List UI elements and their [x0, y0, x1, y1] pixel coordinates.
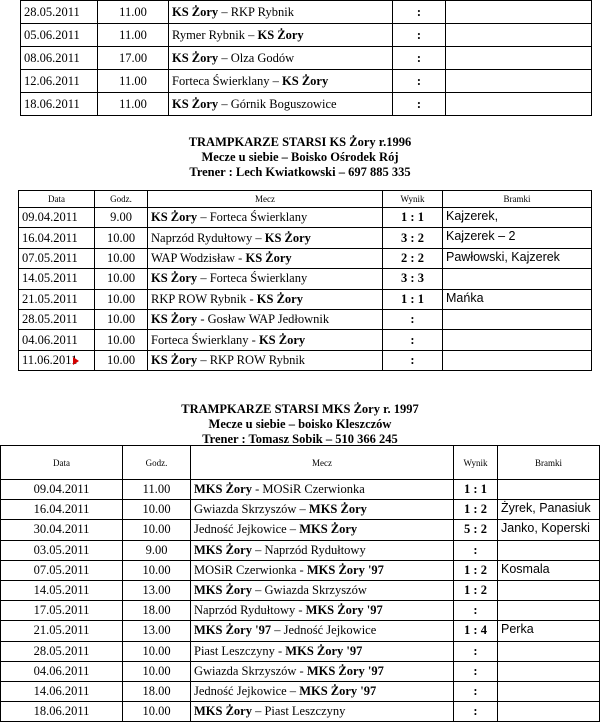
time-cell: 10.00 [95, 269, 148, 289]
scorers-cell [498, 661, 600, 681]
score-cell: 1 : 1 [383, 289, 443, 309]
time-cell: 9.00 [123, 540, 191, 560]
red-marker-icon [73, 357, 79, 365]
time-cell: 10.00 [123, 520, 191, 540]
home-team-name: KS Żory [264, 230, 311, 245]
time-cell: 10.00 [123, 560, 191, 580]
match-cell [191, 681, 454, 701]
schedule-table-3 [0, 445, 600, 722]
match-text: WAP Wodzisław - [151, 250, 246, 265]
score-cell: : [383, 330, 443, 350]
score-cell: : [383, 350, 443, 370]
table-row [1, 480, 600, 500]
score-cell: 1 : 2 [454, 580, 498, 600]
header-match: Mecz [191, 446, 454, 480]
time-cell: 17.00 [98, 47, 169, 70]
home-team-name: MKS Żory [194, 583, 252, 598]
scorers-cell [443, 350, 592, 370]
date-cell: 21.05.2011 [19, 289, 95, 309]
section-subtitle: Mecze u siebie – Boisko Ośrodek Rój [201, 150, 399, 164]
table-row [21, 24, 592, 47]
match-cell [191, 540, 454, 560]
score-cell: 1 : 4 [454, 621, 498, 641]
date-cell: 12.06.2011 [21, 70, 98, 93]
time-cell: 10.00 [95, 289, 148, 309]
match-text: Rymer Rybnik – [172, 27, 258, 42]
date-cell: 16.04.2011 [1, 500, 123, 520]
time-cell: 11.00 [123, 480, 191, 500]
header-time: Godz. [95, 191, 148, 208]
scorers-cell [443, 309, 592, 329]
scorers-cell [498, 601, 600, 621]
time-cell: 13.00 [123, 621, 191, 641]
score-cell: : [454, 681, 498, 701]
time-cell: 10.00 [95, 228, 148, 248]
schedule-table-2 [18, 190, 592, 371]
score-cell: 3 : 2 [383, 228, 443, 248]
time-cell: 10.00 [123, 661, 191, 681]
table-row [21, 70, 592, 93]
match-cell [169, 24, 393, 47]
time-cell: 10.00 [95, 248, 148, 268]
home-team-name: MKS Żory [194, 704, 252, 719]
score-cell: : [393, 24, 446, 47]
date-cell: 09.04.2011 [19, 208, 95, 228]
scorers-cell [498, 580, 600, 600]
match-text: Jedność Jejkowice – [194, 522, 300, 537]
match-cell [191, 641, 454, 661]
scorers-cell: Kosmala [498, 560, 600, 580]
home-team-name: KS Żory [258, 332, 306, 347]
score-cell: 1 : 2 [454, 560, 498, 580]
home-team-name: KS Żory [172, 50, 219, 65]
scorers-cell: Pawłowski, Kajzerek [443, 248, 592, 268]
date-cell: 03.05.2011 [1, 540, 123, 560]
match-cell [148, 289, 383, 309]
home-team-name: MKS Żory '97 [299, 683, 377, 698]
table-row [1, 681, 600, 701]
home-team-name: KS Żory [151, 271, 198, 286]
table-row [19, 208, 592, 228]
match-cell [148, 309, 383, 329]
home-team-name: MKS Żory '97 [306, 562, 384, 577]
date-cell: 14.05.2011 [1, 580, 123, 600]
table-row [19, 330, 592, 350]
time-cell: 11.00 [98, 70, 169, 93]
scorers-cell [446, 1, 592, 24]
scorers-cell: Kajzerek – 2 [443, 228, 592, 248]
match-text: Gwiazda Skrzyszów - [194, 663, 307, 678]
match-cell [148, 350, 383, 370]
match-cell [148, 248, 383, 268]
match-cell [169, 1, 393, 24]
match-cell [148, 330, 383, 350]
match-cell [191, 560, 454, 580]
scorers-cell [498, 681, 600, 701]
home-team-name: KS Żory [151, 312, 198, 327]
date-cell: 08.06.2011 [21, 47, 98, 70]
match-cell [169, 93, 393, 116]
time-cell: 9.00 [95, 208, 148, 228]
score-cell: : [393, 47, 446, 70]
score-cell: 2 : 2 [383, 248, 443, 268]
score-cell: : [454, 601, 498, 621]
date-cell: 16.04.2011 [19, 228, 95, 248]
scorers-cell [446, 93, 592, 116]
match-text: – RKP Rybnik [218, 4, 294, 19]
time-cell: 10.00 [123, 702, 191, 722]
score-cell: 1 : 2 [454, 500, 498, 520]
scorers-cell: Mańka [443, 289, 592, 309]
match-text: – Olza Godów [218, 50, 295, 65]
score-cell: : [454, 702, 498, 722]
home-team-name: KS Żory [282, 73, 329, 88]
match-cell [148, 228, 383, 248]
date-cell: 14.05.2011 [19, 269, 95, 289]
scorers-cell: Janko, Koperski [498, 520, 600, 540]
home-team-name: MKS Żory '97 [194, 623, 272, 638]
match-text: – RKP ROW Rybnik [197, 352, 306, 367]
match-text: Naprzód Rydułtowy - [194, 603, 306, 618]
match-cell [191, 500, 454, 520]
header-score: Wynik [383, 191, 443, 208]
date-cell: 28.05.2011 [19, 309, 95, 329]
scorers-cell [498, 702, 600, 722]
match-text: RKP ROW Rybnik - [151, 291, 257, 306]
match-cell [191, 621, 454, 641]
table-row [1, 580, 600, 600]
match-cell [191, 702, 454, 722]
date-cell: 28.05.2011 [1, 641, 123, 661]
match-text: – Gwiazda Skrzyszów [251, 583, 367, 598]
table-row [21, 1, 592, 24]
section-title: TRAMPKARZE STARSI MKS Żory r. 1997 [181, 402, 419, 416]
score-cell: : [393, 93, 446, 116]
date-cell: 04.06.2011 [19, 330, 95, 350]
table-row [19, 309, 592, 329]
header-match: Mecz [148, 191, 383, 208]
score-cell: 3 : 3 [383, 269, 443, 289]
table-row [19, 248, 592, 268]
date-cell: 05.06.2011 [21, 24, 98, 47]
time-cell: 11.00 [98, 93, 169, 116]
scorers-cell [498, 540, 600, 560]
match-cell [191, 480, 454, 500]
time-cell: 10.00 [123, 641, 191, 661]
scorers-cell: Perka [498, 621, 600, 641]
match-text: – Jedność Jejkowice [271, 623, 377, 638]
date-cell: 14.06.2011 [1, 681, 123, 701]
table-row [19, 289, 592, 309]
time-cell: 11.00 [98, 24, 169, 47]
match-cell [148, 208, 383, 228]
time-cell: 10.00 [95, 330, 148, 350]
table-row [1, 601, 600, 621]
scorers-cell: Kajzerek, [443, 208, 592, 228]
table-row [21, 47, 592, 70]
match-text: – Forteca Świerklany [197, 210, 308, 225]
date-cell: 07.05.2011 [1, 560, 123, 580]
score-cell: 5 : 2 [454, 520, 498, 540]
scorers-cell: Żyrek, Panasiuk [498, 500, 600, 520]
match-cell [169, 47, 393, 70]
date-cell [19, 350, 95, 370]
section-subtitle: Mecze u siebie – boisko Kleszczów [208, 417, 392, 431]
scorers-cell [446, 24, 592, 47]
table-row [1, 560, 600, 580]
home-team-name: MKS Żory '97 [305, 603, 383, 618]
scorers-cell [443, 330, 592, 350]
table-row [19, 269, 592, 289]
time-cell: 10.00 [95, 350, 148, 370]
match-text: – Naprzód Rydułtowy [251, 542, 366, 557]
match-text: Forteca Świerklany - [151, 332, 259, 347]
date-cell: 07.05.2011 [19, 248, 95, 268]
match-text: - MOSiR Czerwionka [251, 482, 365, 497]
home-team-name: KS Żory [245, 250, 292, 265]
score-cell: : [454, 641, 498, 661]
score-cell: : [393, 70, 446, 93]
score-cell: 1 : 1 [454, 480, 498, 500]
match-text: Naprzód Rydułtowy – [151, 230, 265, 245]
match-text: Gwiazda Skrzyszów – [194, 502, 309, 517]
date-cell: 17.05.2011 [1, 601, 123, 621]
time-cell: 18.00 [123, 681, 191, 701]
date-cell: 18.06.2011 [1, 702, 123, 722]
time-cell: 13.00 [123, 580, 191, 600]
table-row [21, 93, 592, 116]
match-cell [191, 601, 454, 621]
match-text: – Górnik Boguszowice [218, 96, 337, 111]
time-cell: 10.00 [95, 309, 148, 329]
home-team-name: KS Żory [172, 96, 219, 111]
time-cell: 11.00 [98, 1, 169, 24]
home-team-name: MKS Żory [308, 502, 367, 517]
score-cell: : [454, 661, 498, 681]
date-cell: 28.05.2011 [21, 1, 98, 24]
date-cell: 21.05.2011 [1, 621, 123, 641]
section-title: TRAMPKARZE STARSI KS Żory r.1996 [188, 135, 412, 149]
table-row [1, 661, 600, 681]
scorers-cell [446, 47, 592, 70]
coach-info: Trener : Lech Kwiatkowski – 697 885 335 [189, 165, 411, 179]
scorers-cell [498, 641, 600, 661]
match-text: - Gosław WAP Jedłownik [197, 312, 330, 327]
match-cell [169, 70, 393, 93]
scorers-cell [498, 480, 600, 500]
scorers-cell [443, 269, 592, 289]
header-scorers: Bramki [443, 191, 592, 208]
date-cell: 18.06.2011 [21, 93, 98, 116]
home-team-name: MKS Żory [194, 482, 252, 497]
score-cell: : [393, 1, 446, 24]
table-row [19, 228, 592, 248]
header-scorers: Bramki [498, 446, 600, 480]
schedule-table-1 [20, 0, 592, 116]
date-text: 11.06.2011 [22, 352, 78, 367]
table-row [1, 702, 600, 722]
header-score: Wynik [454, 446, 498, 480]
match-text: – Forteca Świerklany [197, 271, 308, 286]
header-date: Data [1, 446, 123, 480]
home-team-name: KS Żory [151, 210, 198, 225]
score-cell: : [383, 309, 443, 329]
table-row [1, 500, 600, 520]
home-team-name: KS Żory [172, 4, 219, 19]
header-time: Godz. [123, 446, 191, 480]
match-cell [191, 520, 454, 540]
header-date: Data [19, 191, 95, 208]
date-cell: 30.04.2011 [1, 520, 123, 540]
match-text: Jedność Jejkowice – [194, 683, 300, 698]
home-team-name: KS Żory [151, 352, 198, 367]
match-text: Forteca Świerklany – [172, 73, 283, 88]
match-cell [191, 661, 454, 681]
table-row [1, 520, 600, 540]
home-team-name: MKS Żory '97 [306, 663, 384, 678]
home-team-name: KS Żory [256, 291, 303, 306]
match-cell [191, 580, 454, 600]
table-row [1, 621, 600, 641]
home-team-name: MKS Żory '97 [285, 643, 363, 658]
match-text: MOSiR Czerwionka - [194, 562, 307, 577]
coach-info: Trener : Tomasz Sobik – 510 366 245 [202, 432, 398, 446]
time-cell: 10.00 [123, 500, 191, 520]
home-team-name: MKS Żory [299, 522, 358, 537]
time-cell: 18.00 [123, 601, 191, 621]
score-cell: : [454, 540, 498, 560]
date-cell: 04.06.2011 [1, 661, 123, 681]
score-cell: 1 : 1 [383, 208, 443, 228]
home-team-name: KS Żory [257, 27, 304, 42]
table-row [1, 540, 600, 560]
match-text: Piast Leszczyny - [194, 643, 286, 658]
table-row [19, 350, 592, 370]
match-cell [148, 269, 383, 289]
home-team-name: MKS Żory [194, 542, 252, 557]
date-cell: 09.04.2011 [1, 480, 123, 500]
table-row [1, 641, 600, 661]
match-text: – Piast Leszczyny [251, 704, 346, 719]
scorers-cell [446, 70, 592, 93]
